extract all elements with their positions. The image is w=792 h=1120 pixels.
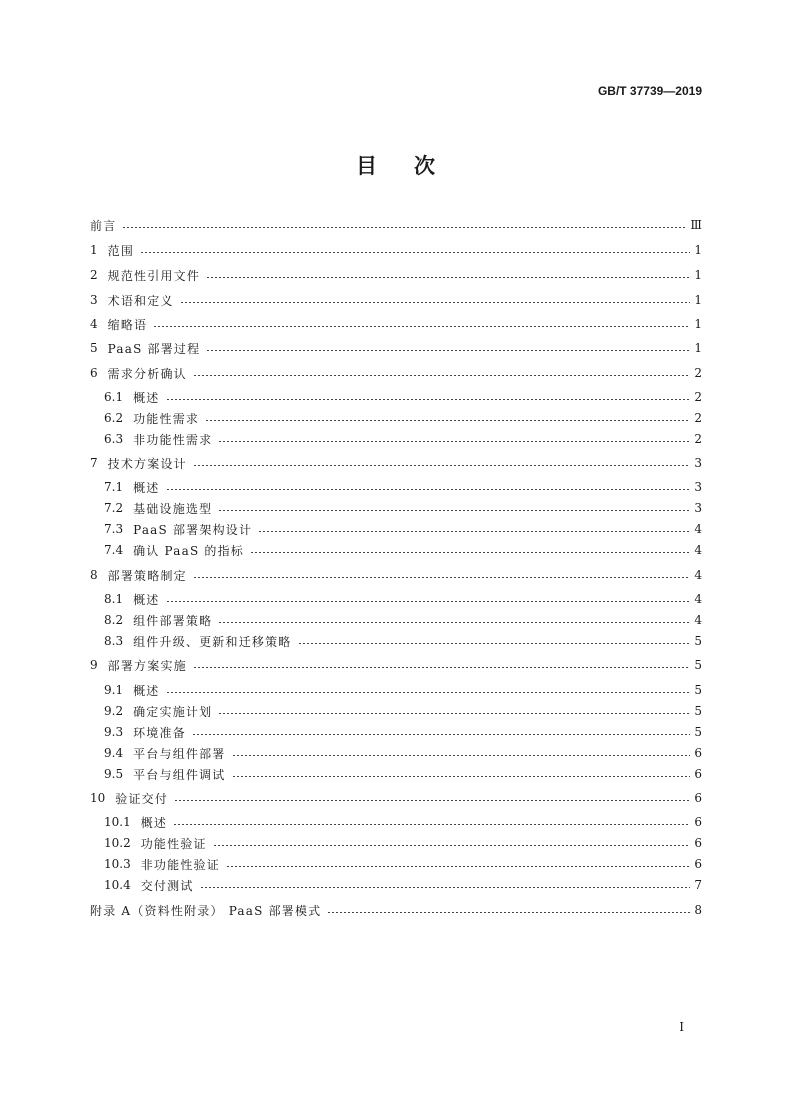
toc-entry-page: 4 [694,522,702,536]
toc-entry[interactable] [90,289,702,311]
toc-entry[interactable] [104,407,702,429]
toc-entry-number: 7.1 [104,480,124,494]
toc-entry-number: 10.3 [104,857,131,871]
toc-entry-label: 环境准备 [133,725,186,740]
toc-entry-label: 组件升级、更新和迁移策略 [133,634,292,649]
toc-entry-number: 10.1 [104,815,131,829]
toc-entry-number: 9.5 [104,767,124,781]
toc-entry[interactable] [104,386,702,408]
toc-entry[interactable] [104,609,702,631]
title-char-right: 次 [414,154,436,178]
toc-entry-label: 概述 [133,592,160,607]
toc-entry[interactable] [104,588,702,610]
toc-entry-label: 概述 [133,390,160,405]
toc-dot-leader [166,399,691,400]
toc-entry-number: 6.3 [104,432,124,446]
toc-entry[interactable] [90,362,702,384]
toc-dot-leader [180,302,690,303]
toc-entry[interactable] [104,721,702,743]
toc-entry-page: 5 [694,704,702,718]
standard-code: GB/T 37739—2019 [597,84,702,98]
toc-dot-leader [218,441,690,442]
toc-dot-leader [193,465,690,466]
toc-entry-label: 组件部署策略 [133,613,213,628]
toc-entry-number: 7 [90,456,98,470]
toc-dot-leader [122,227,686,228]
toc-dot-leader [193,375,690,376]
toc-entry-number: 5 [90,341,98,355]
toc-entry[interactable] [90,239,702,261]
toc-entry-number: 9.3 [104,725,124,739]
toc-entry-number: 9 [90,658,98,672]
toc-dot-leader [174,800,690,801]
toc-dot-leader [200,887,690,888]
toc-entry[interactable] [104,539,702,561]
toc-entry-label: 基础设施选型 [133,501,213,516]
toc-entry-label: 概述 [133,480,160,495]
toc-entry[interactable] [104,853,702,875]
toc-dot-leader [218,510,690,511]
toc-entry[interactable] [104,811,702,833]
toc-entry-label: 缩略语 [107,317,148,332]
toc-entry-number: 8.3 [104,634,124,648]
toc-entry-label: 术语和定义 [107,293,174,308]
toc-dot-leader [205,420,690,421]
toc-entry[interactable] [104,679,702,701]
title-char-left: 目 [356,154,378,178]
toc-dot-leader [218,622,690,623]
toc-entry[interactable] [104,700,702,722]
toc-dot-leader [166,692,691,693]
toc-entry-number: 10.2 [104,836,131,850]
toc-dot-leader [226,866,690,867]
toc-entry-number: 3 [90,293,98,307]
toc-entry-number: 8.2 [104,613,124,627]
toc-entry[interactable] [104,874,702,896]
toc-entry-page: 8 [694,903,702,917]
toc-entry-number: 7.3 [104,522,124,536]
toc-entry-page: 6 [694,746,702,760]
toc-dot-leader [153,326,690,327]
toc-entry-number: 7.2 [104,501,124,515]
toc-entry[interactable] [104,428,702,450]
toc-entry-page: Ⅲ [690,218,702,232]
toc-entry-label: 概述 [140,815,168,830]
page-title [0,150,792,180]
toc-entry-label: 验证交付 [115,791,169,806]
toc-entry-page: 3 [694,456,702,470]
toc-entry-label: 平台与组件调试 [133,767,226,782]
toc-entry[interactable] [104,832,702,854]
toc-entry-label: 部署方案实施 [107,658,187,673]
toc-entry-page: 2 [694,390,702,404]
toc-entry-page: 1 [694,268,702,282]
toc-dot-leader [206,350,690,351]
toc-entry-label: 部署策略制定 [107,568,187,583]
toc-dot-leader [213,845,690,846]
toc-entry-label: 范围 [107,243,135,258]
toc-dot-leader [206,277,690,278]
toc-entry-label: 非功能性需求 [133,432,213,447]
toc-entry-page: 7 [694,878,702,892]
toc-entry-page: 5 [694,725,702,739]
toc-entry-number: 6.1 [104,390,124,404]
page-number: I [679,1020,684,1034]
toc-entry[interactable] [90,452,702,474]
toc-entry[interactable] [104,476,702,498]
toc-entry[interactable] [90,787,702,809]
toc-entry-page: 3 [694,501,702,515]
toc-entry-label: PaaS 部署架构设计 [133,522,253,537]
toc-entry[interactable] [90,313,702,335]
toc-entry-page: 1 [694,293,702,307]
toc-entry-page: 4 [694,543,702,557]
toc-entry-label: 规范性引用文件 [107,268,201,283]
toc-entry[interactable] [90,564,702,586]
toc-dot-leader [218,713,690,714]
toc-dot-leader [193,667,690,668]
toc-dot-leader [327,912,690,913]
toc-entry-label: 交付测试 [140,878,194,893]
toc-entry[interactable] [90,214,702,236]
toc-dot-leader [166,489,691,490]
toc-entry-label: 功能性需求 [133,411,200,426]
toc-entry-number: 2 [90,268,98,282]
toc-entry-label: 功能性验证 [140,836,207,851]
toc-dot-leader [250,552,690,553]
toc-entry-label: 需求分析确认 [107,366,187,381]
toc-entry-page: 4 [694,568,702,582]
toc-dot-leader [140,252,690,253]
toc-entry[interactable] [90,899,702,921]
toc-entry-label: 概述 [133,683,160,698]
toc-entry-page: 5 [694,634,702,648]
toc-entry-number: 6.2 [104,411,124,425]
toc-entry[interactable] [104,742,702,764]
toc-entry-page: 2 [694,411,702,425]
toc-entry-page: 3 [694,480,702,494]
toc-entry-number: 9.1 [104,683,124,697]
toc-entry-page: 1 [694,243,702,257]
toc-entry-number: 8 [90,568,98,582]
toc-entry-number: 6 [90,366,98,380]
toc-entry-page: 5 [694,683,702,697]
toc-entry-page: 6 [694,815,702,829]
toc-entry-page: 1 [694,341,702,355]
toc-entry-page: 6 [694,791,702,805]
toc-entry[interactable] [104,630,702,652]
toc-entry-label: 前言 [90,218,117,233]
toc-entry-number: 9.2 [104,704,124,718]
toc-entry-label: 确认 PaaS 的指标 [133,543,244,558]
toc-entry-page: 1 [694,317,702,331]
toc-entry-page: 2 [694,366,702,380]
toc-entry-page: 2 [694,432,702,446]
toc-entry-page: 6 [694,767,702,781]
toc-entry-number: 10 [90,791,106,805]
toc-entry-page: 6 [694,836,702,850]
toc-dot-leader [298,643,691,644]
toc-dot-leader [166,601,691,602]
toc-entry-page: 5 [694,658,702,672]
toc-entry[interactable] [104,497,702,519]
toc-entry-number: 7.4 [104,543,124,557]
toc-entry-label: 技术方案设计 [107,456,187,471]
toc-entry-page: 4 [694,613,702,627]
toc-entry[interactable] [104,763,702,785]
toc-entry-label: 附录 A（资料性附录） PaaS 部署模式 [90,903,322,918]
toc-entry-number: 8.1 [104,592,124,606]
toc-dot-leader [192,734,690,735]
toc-entry-number: 10.4 [104,878,131,892]
toc-dot-leader [258,531,690,532]
toc-dot-leader [232,776,691,777]
toc-entry[interactable] [90,337,702,359]
toc-entry[interactable] [104,518,702,540]
toc-entry-page: 4 [694,592,702,606]
toc-dot-leader [193,577,690,578]
toc-dot-leader [232,755,691,756]
toc-entry-number: 4 [90,317,98,331]
toc-entry-label: 平台与组件部署 [133,746,226,761]
toc-entry-label: 非功能性验证 [140,857,220,872]
toc-entry-label: 确定实施计划 [133,704,213,719]
toc-entry[interactable] [90,654,702,676]
toc-entry-label: PaaS 部署过程 [107,341,201,356]
toc-dot-leader [173,824,690,825]
toc-entry-number: 1 [90,243,98,257]
toc-entry-number: 9.4 [104,746,124,760]
toc-entry-page: 6 [694,857,702,871]
toc-entry[interactable] [90,264,702,286]
